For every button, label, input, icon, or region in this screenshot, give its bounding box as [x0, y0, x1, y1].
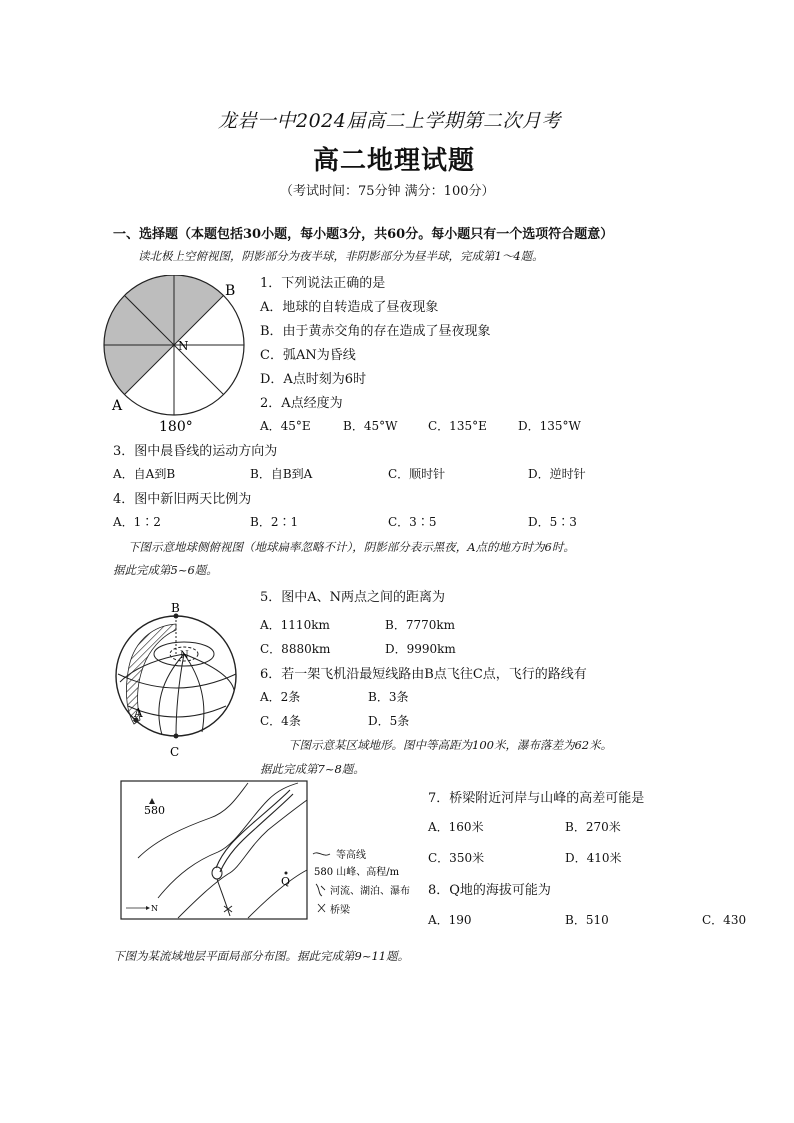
q4-option-a[interactable]: A．1∶2: [113, 515, 161, 529]
polar-view-figure: [98, 275, 258, 435]
q4-stem: 4．图中新旧两天比例为: [113, 492, 252, 507]
q2-option-b[interactable]: B．45°W: [343, 419, 398, 433]
q2-option-c[interactable]: C．135°E: [428, 419, 487, 433]
intro-q7-8-line1: 下图示意某区域地形。图中等高距为100米，瀑布落差为62米。: [288, 738, 613, 752]
q7-option-a[interactable]: A．160米: [428, 820, 484, 834]
q5-option-a[interactable]: A．1110km: [260, 618, 330, 632]
q6-option-d[interactable]: D．5条: [368, 714, 410, 728]
q2-stem: 2．A点经度为: [260, 396, 343, 411]
q1-option-a[interactable]: A．地球的自转造成了昼夜现象: [260, 300, 439, 315]
fig3-label-q: Q: [281, 875, 291, 888]
fig3-north-label: N: [151, 904, 158, 913]
contour-map-figure: [118, 778, 418, 923]
legend-peak: 580 山峰、高程/m: [314, 867, 400, 878]
q4-option-c[interactable]: C．3∶5: [388, 515, 437, 529]
q5-option-d[interactable]: D．9990km: [385, 642, 456, 656]
intro-q7-8-line2: 据此完成第7~8题。: [260, 762, 365, 776]
legend-bridge: 桥梁: [330, 905, 350, 916]
fig1-label-180: 180°: [159, 419, 193, 435]
q1-option-b[interactable]: B．由于黄赤交角的存在造成了昼夜现象: [260, 324, 491, 339]
fig3-peak-elevation: 580: [144, 804, 165, 817]
exam-info: （考试时间：75分钟 满分：100分）: [280, 184, 495, 199]
q7-option-c[interactable]: C．350米: [428, 851, 485, 865]
q5-option-b[interactable]: B．7770km: [385, 618, 456, 632]
globe-side-view-figure: [110, 602, 245, 762]
q4-option-d[interactable]: D．5∶3: [528, 515, 577, 529]
q8-option-a[interactable]: A．190: [428, 913, 472, 927]
fig2-label-a: A: [134, 706, 143, 720]
q2-option-d[interactable]: D．135°W: [518, 419, 581, 433]
q5-option-c[interactable]: C．8880km: [260, 642, 331, 656]
q3-option-c[interactable]: C．顺时针: [388, 467, 446, 481]
school-line: 龙岩一中2024届高二上学期第二次月考: [218, 110, 561, 132]
fig1-label-n: N: [178, 339, 189, 353]
intro-q1-4: 读北极上空俯视图，阴影部分为夜半球，非阴影部分为昼半球，完成第1～4题。: [138, 249, 544, 263]
q1-option-c[interactable]: C．弧AN为昏线: [260, 348, 356, 363]
q8-option-b[interactable]: B．510: [565, 913, 609, 927]
intro-q5-6-line2: 据此完成第5~6题。: [113, 563, 218, 577]
q1-option-d[interactable]: D．A点时刻为6时: [260, 372, 367, 387]
q3-option-a[interactable]: A．自A到B: [113, 467, 176, 481]
section-heading: 一、选择题（本题包括30小题，每小题3分，共60分。每小题只有一个选项符合题意）: [113, 227, 614, 242]
intro-q9-11: 下图为某流域地层平面局部分布图。据此完成第9~11题。: [113, 949, 410, 963]
q7-stem: 7．桥梁附近河岸与山峰的高差可能是: [428, 791, 645, 806]
fig1-label-a: A: [112, 398, 123, 414]
q3-option-b[interactable]: B．自B到A: [250, 467, 313, 481]
q6-stem: 6．若一架飞机沿最短线路由B点飞往C点，飞行的路线有: [260, 667, 587, 682]
fig1-label-b: B: [225, 283, 236, 299]
q6-option-a[interactable]: A．2条: [260, 690, 301, 704]
q6-option-c[interactable]: C．4条: [260, 714, 301, 728]
legend-river-lake-waterfall: 河流、湖泊、瀑布: [330, 886, 410, 897]
q3-option-d[interactable]: D．逆时针: [528, 467, 586, 481]
q3-stem: 3．图中晨昏线的运动方向为: [113, 444, 278, 459]
q8-stem: 8．Q地的海拔可能为: [428, 883, 551, 898]
q6-option-b[interactable]: B．3条: [368, 690, 409, 704]
q4-option-b[interactable]: B．2∶1: [250, 515, 299, 529]
intro-q5-6-line1: 下图示意地球侧俯视图（地球扁率忽略不计），阴影部分表示黑夜，A点的地方时为6时。: [128, 540, 575, 554]
q2-option-a[interactable]: A．45°E: [260, 419, 311, 433]
fig2-label-n: N: [180, 650, 189, 661]
q7-option-b[interactable]: B．270米: [565, 820, 621, 834]
fig2-label-b: B: [171, 602, 180, 615]
q7-option-d[interactable]: D．410米: [565, 851, 622, 865]
q1-stem: 1．下列说法正确的是: [260, 276, 386, 291]
page-title: 高二地理试题: [313, 146, 476, 176]
q5-stem: 5．图中A、N两点之间的距离为: [260, 590, 446, 605]
legend-contour: 等高线: [336, 850, 366, 861]
q8-option-c[interactable]: C．430: [702, 913, 747, 927]
fig2-label-c: C: [170, 745, 180, 759]
